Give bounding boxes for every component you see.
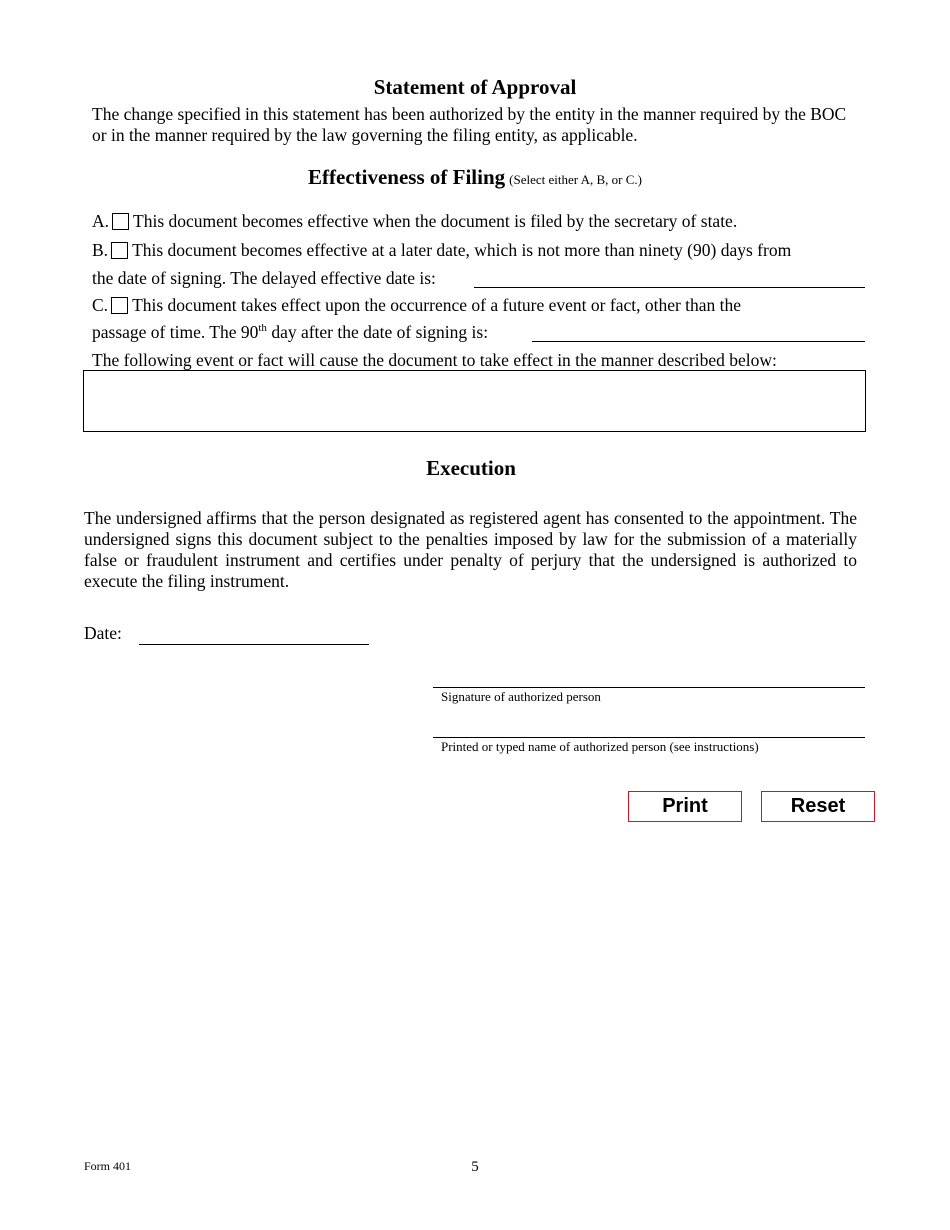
- option-c-text: This document takes effect upon the occurrence of a future event or fact, other than the: [132, 295, 742, 315]
- ninetieth-day-field[interactable]: [532, 341, 865, 342]
- form-number: Form 401: [84, 1159, 132, 1173]
- option-c-letter: C.: [92, 295, 109, 315]
- approval-text: The change specified in this statement has been authorized by the entity in the manner required by the BOC or in the manner required by the law governing the filing entity, as applicable.: [92, 104, 847, 145]
- reset-button[interactable]: Reset: [761, 791, 875, 822]
- print-button[interactable]: Print: [628, 791, 742, 822]
- option-c-date-label-post: day after the date of signing is:: [266, 322, 489, 342]
- effectiveness-subtitle: (Select either A, B, or C.): [509, 172, 642, 187]
- option-b-letter: B.: [92, 240, 109, 260]
- date-field[interactable]: [139, 644, 369, 645]
- option-b-checkbox[interactable]: [111, 242, 128, 259]
- option-b: [92, 240, 791, 261]
- option-c-date-label-sup: th: [258, 322, 267, 335]
- option-b-date-label: the date of signing. The delayed effective date is:: [92, 268, 436, 288]
- event-description-box[interactable]: [83, 370, 866, 432]
- option-c-date-label-pre: passage of time. The 90: [92, 322, 259, 342]
- date-label: Date:: [84, 623, 122, 643]
- option-a-checkbox[interactable]: [112, 213, 129, 230]
- approval-title: Statement of Approval: [373, 75, 577, 99]
- printed-name-field[interactable]: [433, 737, 865, 738]
- page-number: 5: [471, 1159, 479, 1175]
- option-c-date-label: [92, 322, 488, 343]
- effectiveness-title: Effectiveness of Filing: [308, 165, 506, 189]
- execution-title: Execution: [426, 456, 516, 480]
- option-a-letter: A.: [92, 211, 110, 231]
- event-label: The following event or fact will cause the document to take effect in the manner described below:: [92, 350, 777, 370]
- option-a-text: This document becomes effective when the document is filed by the secretary of state.: [133, 211, 738, 231]
- printed-name-label: Printed or typed name of authorized person (see instructions): [441, 739, 759, 754]
- option-c: [92, 295, 741, 316]
- option-b-text: This document becomes effective at a later date, which is not more than ninety (90) days from: [132, 240, 792, 260]
- execution-text: The undersigned affirms that the person designated as registered agent has consented to the appointment. The undersigned signs this document subject to the penalties imposed by law for the submission of a materially false or fraudulent instrument and certifies under penalty of perjury that the undersigned is authorized to execute the filing instrument.: [84, 508, 857, 591]
- option-c-checkbox[interactable]: [111, 297, 128, 314]
- signature-field[interactable]: [433, 687, 865, 688]
- effectiveness-header: [0, 165, 950, 190]
- signature-label: Signature of authorized person: [441, 689, 601, 704]
- option-a: [92, 211, 737, 232]
- delayed-date-field[interactable]: [474, 287, 865, 288]
